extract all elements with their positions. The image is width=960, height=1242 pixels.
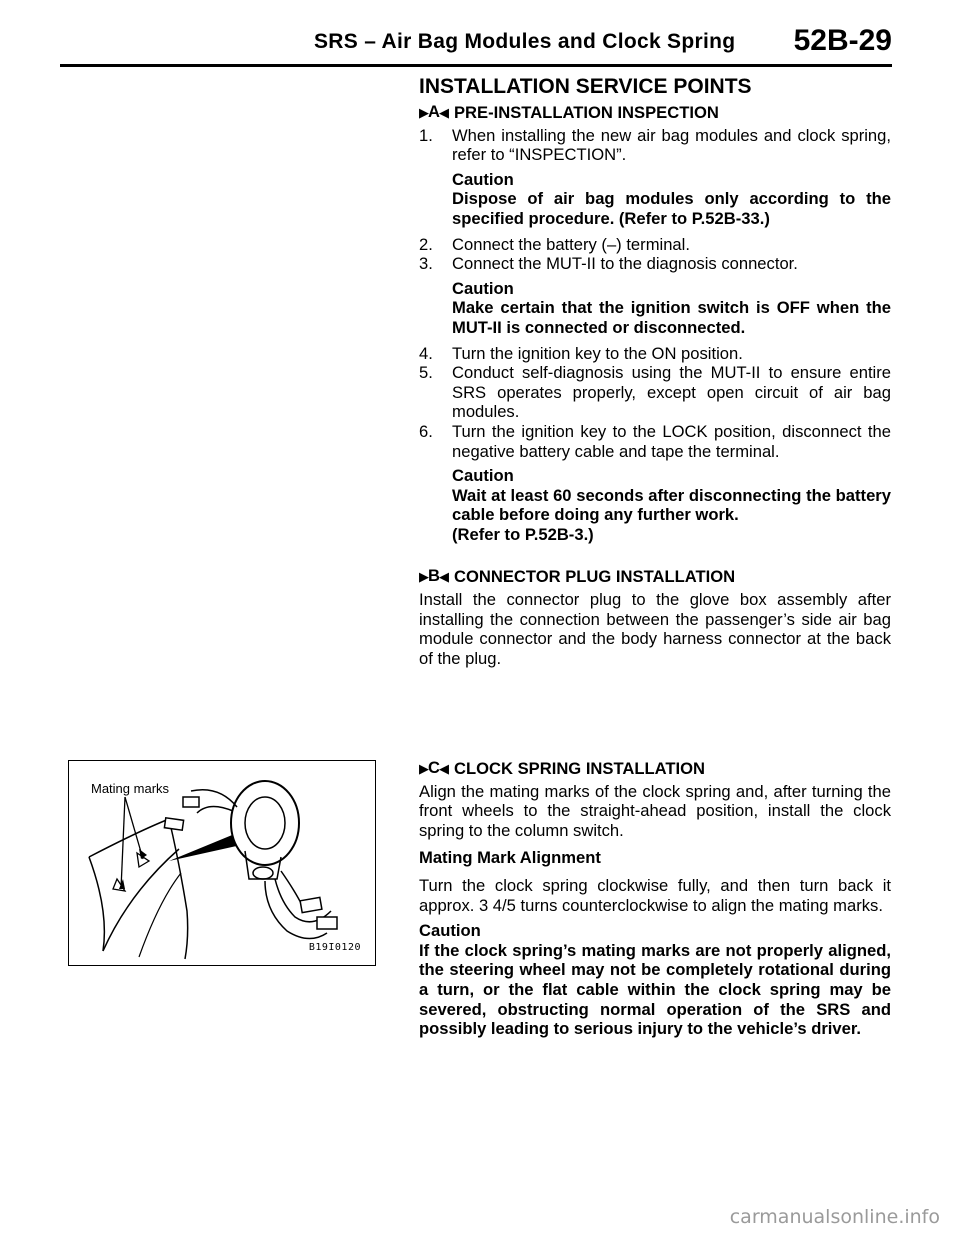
- figure-label: Mating marks: [91, 781, 170, 796]
- clock-spring-figure: [68, 760, 376, 966]
- section-b-title: ▶B◀ CONNECTOR PLUG INSTALLATION: [419, 566, 736, 586]
- section-a-marker: ▶A◀: [419, 102, 448, 121]
- section-c-marker: ▶C◀: [419, 758, 448, 777]
- section-c-text: Align the mating marks of the clock spring and, after turning the front wheels to the straight-ahead position, install the clock spring to the column switch.: [419, 781, 891, 840]
- triangle-left-icon: ◀: [438, 761, 448, 776]
- section-a-title: ▶A◀ PRE-INSTALLATION INSPECTION: [419, 102, 719, 122]
- watermark: carmanualsonline.info: [729, 1206, 940, 1228]
- triangle-left-icon: ◀: [438, 569, 448, 585]
- main-content: [419, 74, 891, 668]
- step-2: 2. Connect the battery (–) terminal.: [419, 234, 690, 254]
- header-title: SRS – Air Bag Modules and Clock Spring: [314, 30, 736, 53]
- figure-code: B19I0120: [308, 942, 361, 953]
- section-heading: INSTALLATION SERVICE POINTS: [419, 75, 752, 98]
- section-b-text: Install the connector plug to the glove box assembly after installing the connection between the passenger’s side air bag module connector and the body harness connector at the back of the plug.: [419, 590, 891, 668]
- step-3: 3. Connect the MUT-II to the diagnosis connector.: [419, 254, 798, 274]
- page-number: 52B-29: [793, 24, 892, 57]
- triangle-left-icon: ◀: [438, 105, 448, 120]
- triangle-right-icon: ▶: [419, 569, 428, 585]
- section-c-subheading: Mating Mark Alignment: [419, 848, 601, 868]
- section-b-marker: ▶B◀: [419, 566, 448, 586]
- section-c: [419, 758, 891, 1039]
- step-6: 6. Turn the ignition key to the LOCK position, disconnect the negative battery cable and tape the terminal.: [419, 421, 891, 461]
- step-1: 1. When installing the new air bag modules and clock spring, refer to “INSPECTION”.: [419, 125, 891, 165]
- triangle-right-icon: ▶: [419, 105, 428, 120]
- section-c-text-2: Turn the clock spring clockwise fully, and then turn back it approx. 3 4/5 turns counterclockwise to align the mating marks.: [419, 875, 891, 915]
- step-5: 5. Conduct self-diagnosis using the MUT-II to ensure entire SRS operates properly, except open circuit of air bag modules.: [419, 363, 891, 422]
- caution-1: Caution Dispose of air bag modules only according to the specified procedure. (Refer to P.52B-33.): [452, 169, 891, 228]
- section-c-caution: Caution If the clock spring’s mating marks are not properly aligned, the steering wheel may not be completely rotational during a turn, or the flat cable within the clock spring may be severed, obstructing normal operation of the SRS and possibly leading to serious injury to the vehicle’s driver.: [419, 921, 891, 1039]
- caution-2: Caution Make certain that the ignition switch is OFF when the MUT-II is connected or disconnected.: [452, 278, 891, 337]
- triangle-right-icon: ▶: [419, 761, 428, 776]
- section-c-title: ▶C◀ CLOCK SPRING INSTALLATION: [419, 758, 706, 778]
- page-header: [60, 24, 892, 67]
- step-4: 4. Turn the ignition key to the ON position.: [419, 343, 743, 363]
- caution-3: Caution Wait at least 60 seconds after disconnecting the battery cable before doing any further work. (Refer to P.52B-3.): [452, 466, 891, 544]
